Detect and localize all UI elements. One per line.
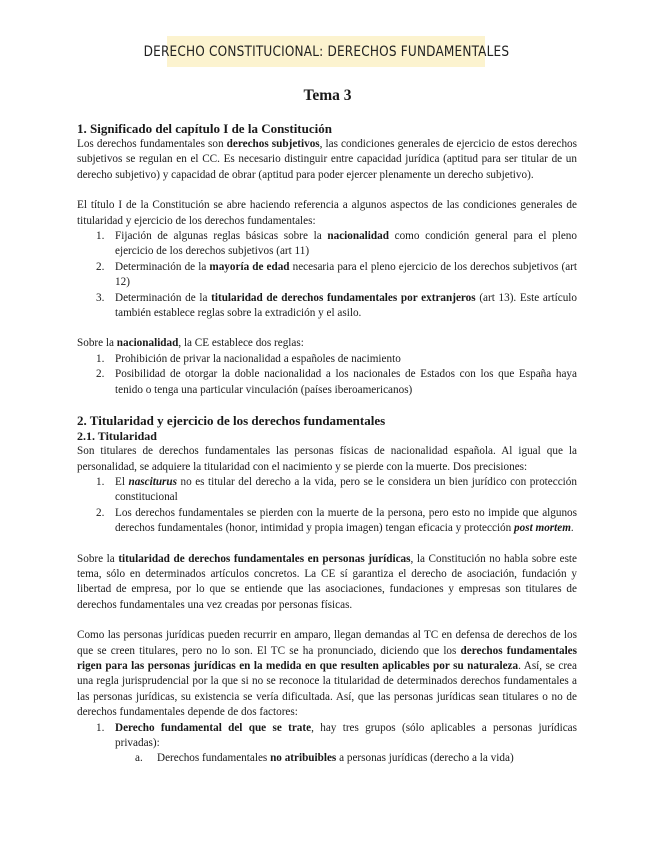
numbered-list xyxy=(77,352,577,398)
document-body xyxy=(77,121,577,767)
list-item: a. Derechos fundamentales no atribuibles a personas jurídicas (derecho a la vida) xyxy=(135,752,514,765)
numbered-list xyxy=(77,229,577,321)
list-item: 2. Determinación de la mayoría de edad necesaria para el pleno ejercicio de los derechos subjetivos (art 12) xyxy=(96,260,577,289)
paragraph: Los derechos fundamentales son derechos subjetivos, las condiciones generales de ejercicio de estos derechos subjetivos se regulan en el CC. Es necesario distinguir entre capacidad jurídica (aptitud para ser titular de un derecho subjetivo) y capacidad de obrar (aptitud para poder ejercer plenamente un derecho subjetivo). xyxy=(77,138,577,181)
paragraph: Sobre la titularidad de derechos fundamentales en personas jurídicas, la Constitución no habla sobre este tema, sólo en determinados artículos concretos. La CE sí garantiza el derecho de asociación, fundación y libertad de empresa, por lo que se entiende que las asociaciones, fundaciones y empresas son titulares de derechos fundamentales una vez creadas por personas físicas. xyxy=(77,552,578,611)
section-1-heading: 1. Significado del capítulo I de la Constitución xyxy=(77,121,332,136)
list-item: 2. Los derechos fundamentales se pierden con la muerte de la persona, pero esto no impide que algunos derechos fundamentales (honor, intimidad y propia imagen) tengan eficacia y protección post mortem. xyxy=(96,506,577,535)
paragraph: El título I de la Constitución se abre haciendo referencia a algunos aspectos de las condiciones generales de titularidad y ejercicio de los derechos fundamentales: xyxy=(77,199,577,227)
paragraph: Sobre la nacionalidad, la CE establece dos reglas: xyxy=(77,337,304,350)
banner-title: DERECHO CONSTITUCIONAL: DERECHOS FUNDAMENTALES xyxy=(143,43,509,60)
subsection-heading: 2.1. Titularidad xyxy=(77,429,157,444)
list-item: 1. El nasciturus no es titular del derecho a la vida, pero se le considera un bien jurídico con protección constitucional xyxy=(96,475,577,504)
page-title: Tema 3 xyxy=(303,87,352,104)
section-2-heading: 2. Titularidad y ejercicio de los derechos fundamentales xyxy=(77,413,386,429)
numbered-list xyxy=(77,721,577,752)
paragraph: Como las personas jurídicas pueden recurrir en amparo, llegan demandas al TC en defensa de derechos de los que se creen titulares, pero no lo son. El TC se ha pronunciado, diciendo que los derechos fundamentales rigen para las personas jurídicas en la medida en que resulten aplicables por su naturaleza. Así, se crea una regla jurisprudencial por la que si no se reconoce la titularidad de determinados derechos fundamentales a las personas jurídicas, su existencia se vería dificultada. Así, que las personas jurídicas sean titulares o no de derechos fundamentales depende de dos factores: xyxy=(77,629,577,719)
paragraph: Son titulares de derechos fundamentales las personas físicas de nacionalidad española. Al igual que la personalidad, se adquiere la titularidad con el nacimiento y se pierde con la muerte. Dos precisiones: xyxy=(77,445,577,473)
numbered-list xyxy=(77,475,577,537)
list-item: 1. Fijación de algunas reglas básicas sobre la nacionalidad como condición general para el pleno ejercicio de los derechos subjetivos (art 11) xyxy=(96,230,577,258)
list-item: 1. Prohibición de privar la nacionalidad a españoles de nacimiento xyxy=(96,352,401,365)
lettered-list xyxy=(77,751,577,766)
document-banner xyxy=(143,36,509,67)
list-item: 3. Determinación de la titularidad de derechos fundamentales por extranjeros (art 13). Este artículo también establece reglas sobre la extradición y el asilo. xyxy=(96,291,578,320)
list-item: 2. Posibilidad de otorgar la doble nacionalidad a los nacionales de Estados con los que España haya tenido o tenga una particular vinculación (países iberoamericanos) xyxy=(96,368,577,396)
list-item: 1. Derecho fundamental del que se trate, hay tres grupos (sólo aplicables a personas jurídicas privadas): xyxy=(96,721,577,749)
